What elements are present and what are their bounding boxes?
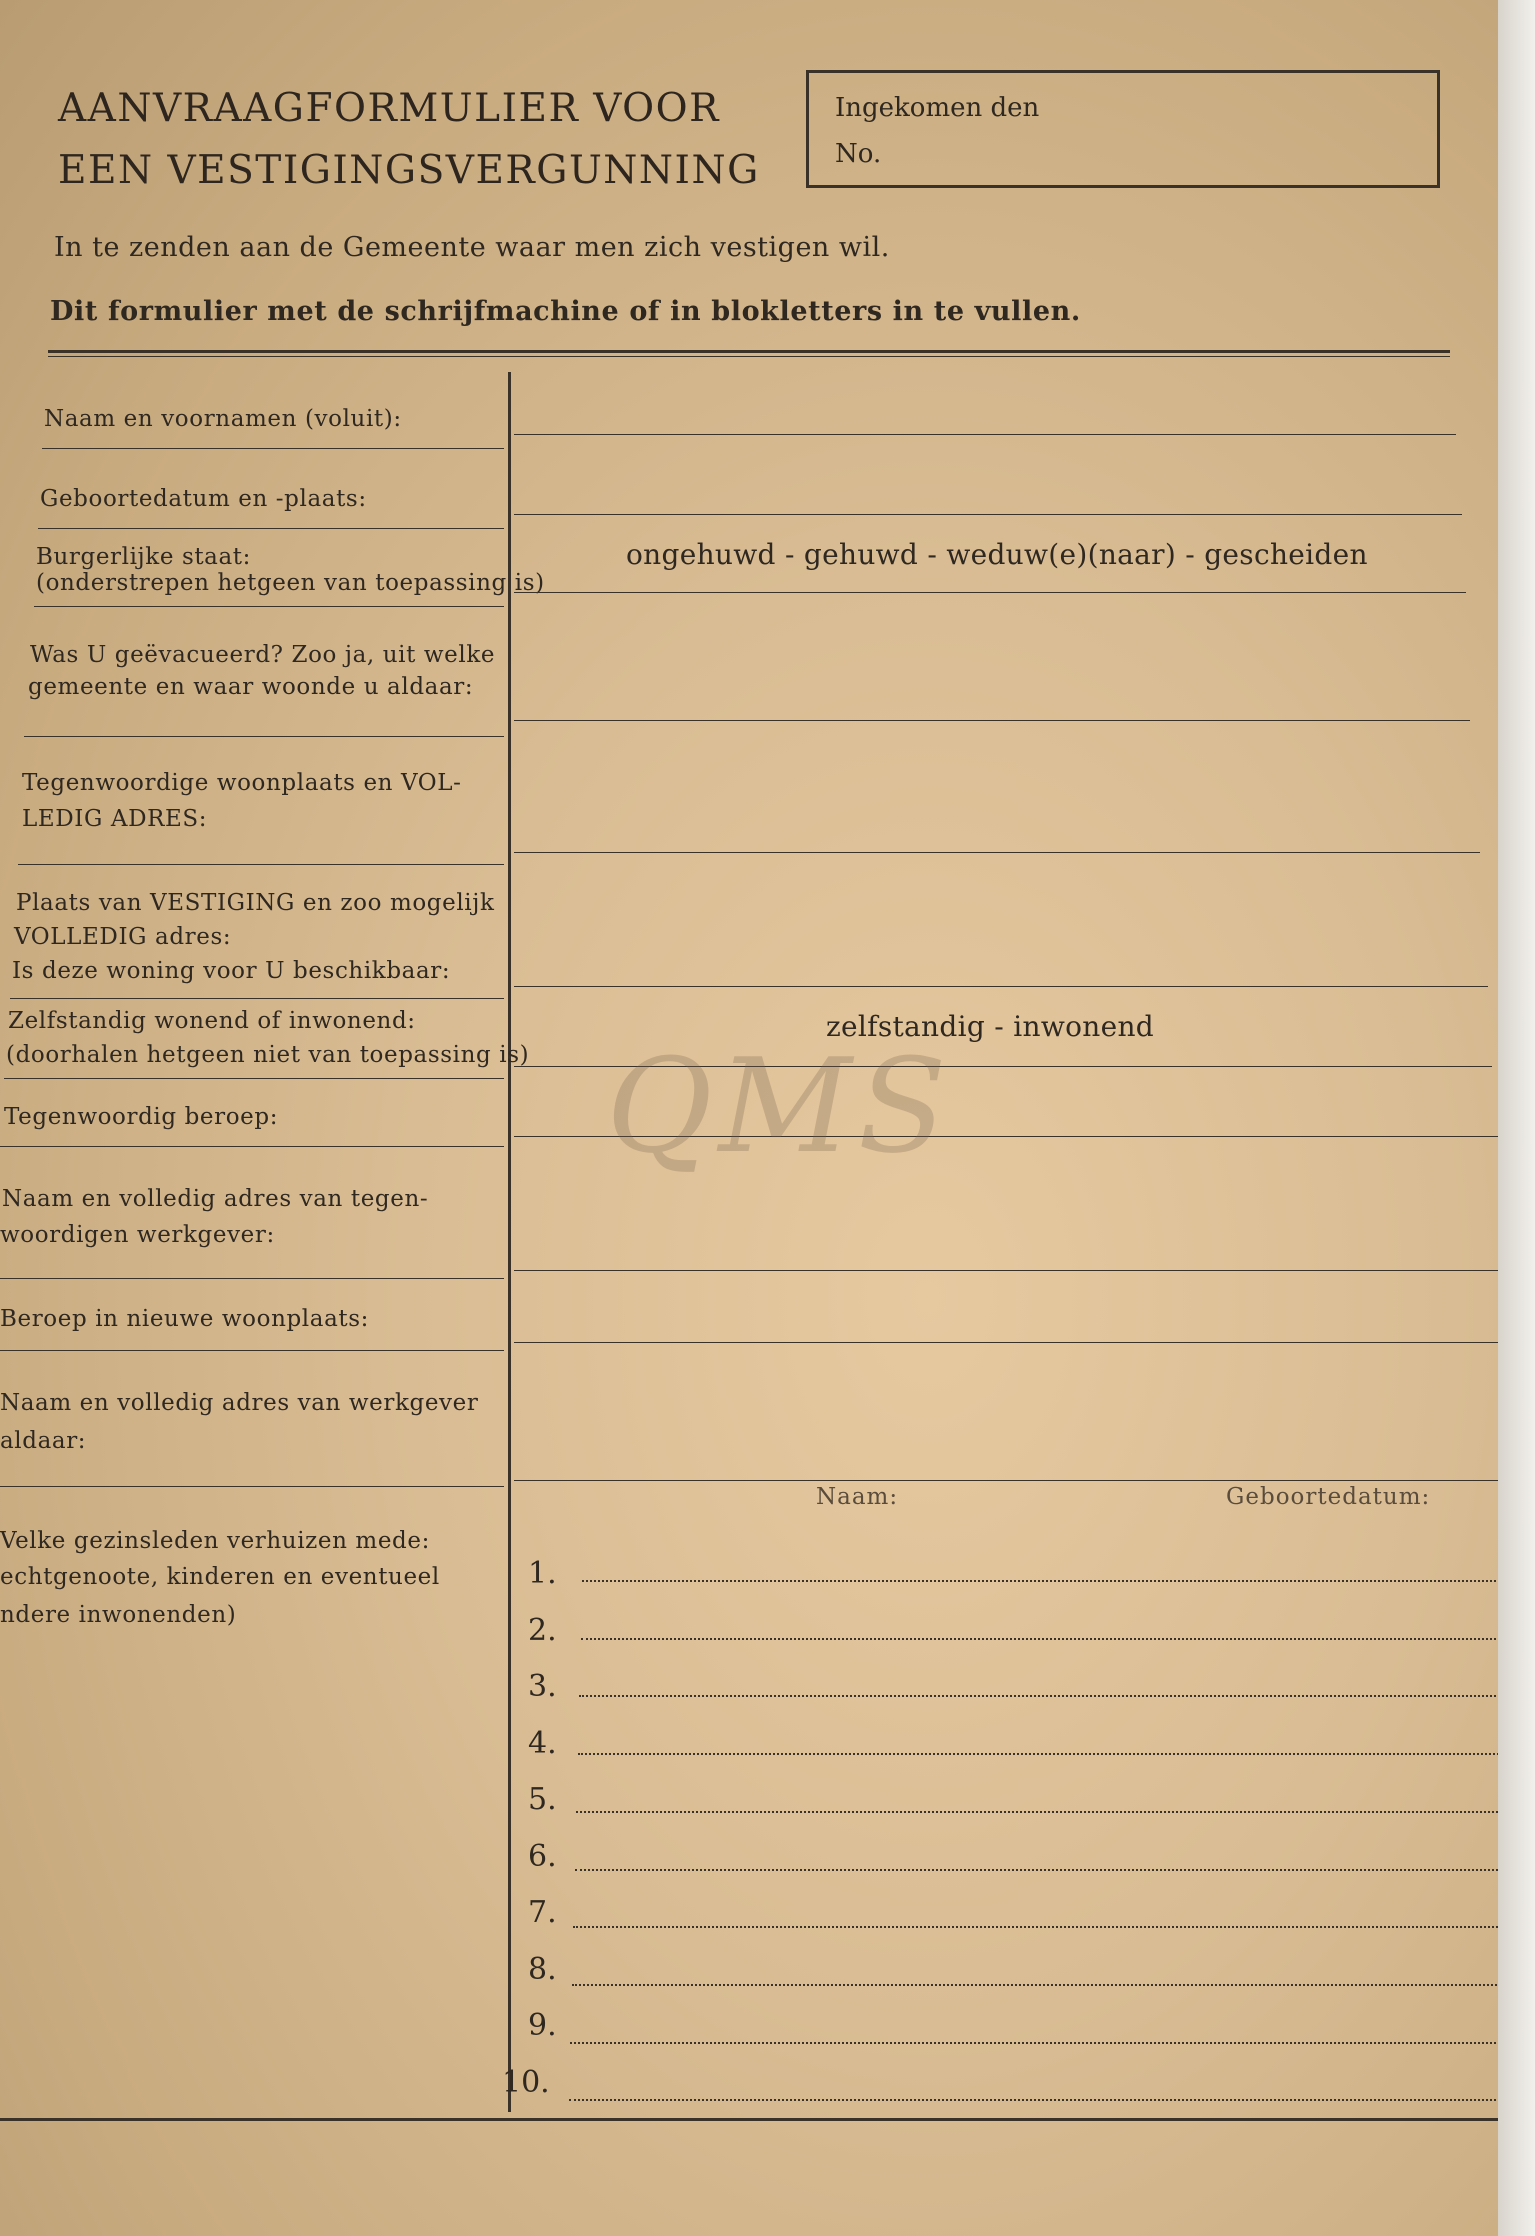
family-row-number: 7. (528, 1895, 557, 1930)
field-label-name: Naam en voornamen (voluit): (44, 406, 402, 432)
field-label-current-address-2: LEDIG ADRES: (22, 806, 208, 832)
family-row-line[interactable] (579, 1695, 1519, 1697)
field-label-evacuated: Was U geëvacueerd? Zoo ja, uit welke (30, 642, 496, 668)
field-label-current-address: Tegenwoordige woonplaats en VOL- (22, 770, 462, 796)
civil-status-options[interactable]: ongehuwd - gehuwd - weduw(e)(naar) - gescheiden (626, 538, 1368, 571)
field-label-family-2: echtgenoote, kinderen en eventueel (0, 1564, 440, 1590)
label-rule (42, 448, 504, 449)
form-title-line1: AANVRAAGFORMULIER VOOR (58, 86, 720, 131)
field-label-new-employer-2: aldaar: (0, 1428, 87, 1454)
family-row-line[interactable] (573, 1926, 1533, 1928)
family-row-line[interactable] (572, 1984, 1535, 1986)
field-label-independent-note: (doorhalen hetgeen niet van toepassing is) (6, 1042, 530, 1068)
family-row-line[interactable] (576, 1811, 1526, 1813)
family-row-number: 1. (528, 1556, 557, 1591)
field-label-family: Velke gezinsleden verhuizen mede: (0, 1528, 430, 1554)
employer-answer-line[interactable] (514, 1270, 1498, 1271)
label-rule (10, 998, 504, 999)
new-employer-answer-line[interactable] (514, 1480, 1498, 1481)
family-row-number: 3. (528, 1669, 557, 1704)
field-label-job: Tegenwoordig beroep: (4, 1104, 279, 1130)
top-rule-thin (48, 356, 1450, 357)
birth-answer-line[interactable] (514, 514, 1462, 515)
label-rule (18, 864, 504, 865)
family-row-number: 5. (528, 1782, 557, 1817)
field-label-civil-status-note: (onderstrepen hetgeen van toepassing is) (36, 570, 545, 596)
label-rule (0, 1486, 504, 1487)
watermark: QMS (606, 1030, 953, 1182)
instruction-fill: Dit formulier met de schrijfmachine of in blokletters in te vullen. (50, 296, 1081, 327)
field-label-civil-status: Burgerlijke staat: (36, 544, 252, 570)
label-rule (0, 1146, 504, 1147)
field-label-settlement: Plaats van VESTIGING en zoo mogelijk (16, 890, 495, 916)
instruction-send: In te zenden aan de Gemeente waar men zich vestigen wil. (54, 232, 890, 263)
family-row-number: 6. (528, 1838, 557, 1874)
family-row-line[interactable] (582, 1580, 1512, 1582)
label-rule (38, 528, 504, 529)
field-label-new-job: Beroep in nieuwe woonplaats: (0, 1306, 369, 1332)
field-label-settlement-2: VOLLEDIG adres: (14, 924, 232, 950)
family-row-line[interactable] (581, 1638, 1516, 1640)
evacuated-answer-line[interactable] (514, 720, 1470, 721)
label-rule (34, 606, 504, 607)
settlement-answer-line[interactable] (514, 986, 1488, 987)
field-label-independent: Zelfstandig wonend of inwonend: (8, 1008, 416, 1034)
form-title-line2: EEN VESTIGINGSVERGUNNING (58, 148, 760, 193)
independent-options[interactable]: zelfstandig - inwonend (826, 1010, 1155, 1043)
received-number-label: No. (835, 139, 882, 169)
new-job-answer-line[interactable] (514, 1342, 1498, 1343)
family-row-line[interactable] (575, 1869, 1530, 1871)
received-stamp-box (806, 70, 1440, 188)
field-label-settlement-3: Is deze woning voor U beschikbaar: (12, 958, 451, 984)
family-row-number: 10. (502, 2064, 550, 2100)
family-row-line[interactable] (578, 1753, 1523, 1755)
background-edge (1498, 0, 1535, 2236)
family-row-number: 2. (528, 1612, 557, 1648)
top-rule (48, 350, 1450, 353)
current-address-answer-line[interactable] (514, 852, 1480, 853)
family-row-number: 9. (528, 2008, 557, 2043)
family-row-number: 8. (528, 1951, 557, 1987)
civil-status-answer-line (514, 592, 1466, 593)
field-label-employer: Naam en volledig adres van tegen- (2, 1186, 429, 1212)
field-label-birth: Geboortedatum en -plaats: (40, 486, 367, 512)
family-row-line[interactable] (570, 2042, 1535, 2044)
family-col-name: Naam: (816, 1484, 899, 1510)
family-row-line[interactable] (569, 2099, 1535, 2101)
label-rule (4, 1078, 504, 1079)
bottom-rule (0, 2118, 1498, 2121)
family-row-number: 4. (528, 1725, 557, 1761)
field-label-new-employer: Naam en volledig adres van werkgever (0, 1390, 479, 1416)
received-date-label: Ingekomen den (835, 93, 1040, 123)
label-rule (24, 736, 504, 737)
family-col-birthdate: Geboortedatum: (1226, 1484, 1431, 1510)
name-answer-line[interactable] (514, 434, 1456, 435)
field-label-evacuated-2: gemeente en waar woonde u aldaar: (28, 674, 474, 700)
form-title (58, 78, 760, 202)
label-rule (0, 1278, 504, 1279)
field-label-family-3: ndere inwonenden) (0, 1602, 237, 1628)
field-label-employer-2: woordigen werkgever: (0, 1222, 275, 1248)
label-rule (0, 1350, 504, 1351)
column-divider (508, 372, 511, 2112)
